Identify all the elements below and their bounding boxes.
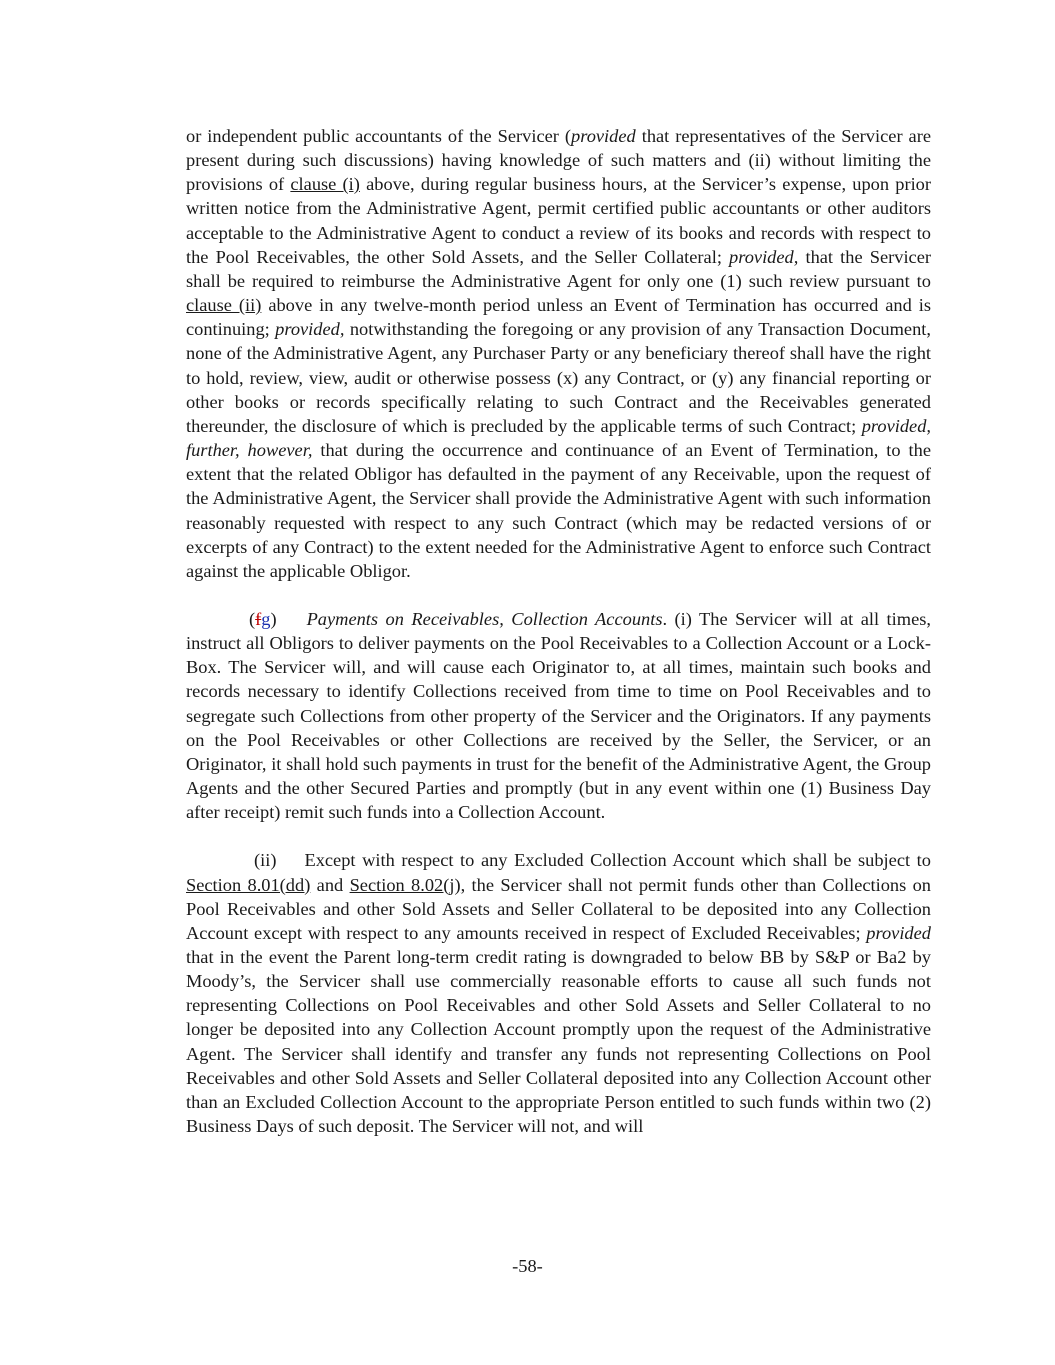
section-8-02-j-reference: Section 8.02(j) [349, 874, 461, 895]
page-number: -58- [512, 1256, 543, 1276]
paragraph-payments-on-receivables: (fg) Payments on Receivables, Collection Accounts. (i) The Servicer will at all times, instruct all Obligors to deliver payments on the Pool Receivables to a Collection Account or a Lock-Box. The Servicer will, and will cause each Originator to, at all times, maintain such books and records necessary to identify Collections received from time to time on Pool Receivables and to segregate such Collections from other property of the Servicer and the Originators. If any payments on the Pool Receivables or other Collections are received by the Seller, the Servicer, or an Originator, it shall hold such payments in trust for the benefit of the Administrative Agent, the Group Agents and the other Secured Parties and promptly (but in any event within one (1) Business Day after receipt) remit such funds into a Collection Account. [186, 608, 932, 823]
paragraph-inspection-rights: or independent public accountants of the Servicer (provided that representatives of the Servicer are present during such discussions) having knowledge of such matters and (ii) without limiting the provisions of clause (i) above, during regular business hours, at the Servicer’s expense, upon prior written notice from the Administrative Agent, permit certified public accountants or other auditors acceptable to the Administrative Agent to conduct a review of its books and records with respect to the Pool Receivables, the other Sold Assets, and the Seller Collateral; provided, that the Servicer shall be required to reimburse the Administrative Agent for only one (1) such review pursuant to clause (ii) above in any twelve-month period unless an Event of Termination has occurred and is continuing; provided, notwithstanding the foregoing or any provision of any Transaction Document, none of the Administrative Agent, any Purchaser Party or any beneficiary thereof shall have the right to hold, review, view, audit or otherwise possess (x) any Contract, or (y) any financial reporting or other books or records specifically relating to such Contract and the Receivables generated thereunder, the disclosure of which is precluded by the applicable terms of such Contract; provided, further, however, that during the occurrence and continuance of an Event of Termination, to the extent that the related Obligor has defaulted in the payment of any Receivable, upon the request of the Administrative Agent, the Servicer shall provide the Administrative Agent with such information reasonably requested with respect to any such Contract (which may be redacted versions of or excerpts of any Contract) to the extent needed for the Administrative Agent to enforce such Contract against the applicable Obligor. [186, 126, 932, 581]
paragraph-collection-accounts: (ii) Except with respect to any Excluded Collection Account which shall be subject to Section 8.01(dd) and Section 8.02(j), the Servicer shall not permit funds other than Collections on Pool Receivables and other Sold Assets and Seller Collateral to be deposited into any Collection Account except with respect to any amounts received in respect of Excluded Receivables; provided that in the event the Parent long-term credit rating is downgraded to below BB by S&P or Ba2 by Moody’s, the Servicer shall use commercially reasonable efforts to cause all such funds not representing Collections on Pool Receivables and other Sold Assets and Seller Collateral to no longer be deposited into any Collection Account promptly upon the request of the Administrative Agent. The Servicer shall identify and transfer any funds not representing Collections on Pool Receivables and other Sold Assets and Seller Collateral deposited into any Collection Account other than an Excluded Collection Account to the appropriate Person entitled to such funds within two (2) Business Days of such deposit. The Servicer will not, and will [186, 850, 932, 1137]
document-page [186, 124, 931, 1138]
deleted-letter: f [255, 608, 262, 629]
section-heading: Payments on Receivables, Collection Accounts [306, 608, 663, 629]
paragraph-spacer [186, 583, 931, 607]
inserted-letter: g [261, 608, 271, 629]
section-8-01-dd-reference: Section 8.01(dd) [186, 874, 311, 895]
clause-ii-reference: clause (ii) [186, 295, 262, 316]
clause-i-reference: clause (i) [290, 174, 360, 195]
paragraph-spacer [186, 824, 931, 848]
